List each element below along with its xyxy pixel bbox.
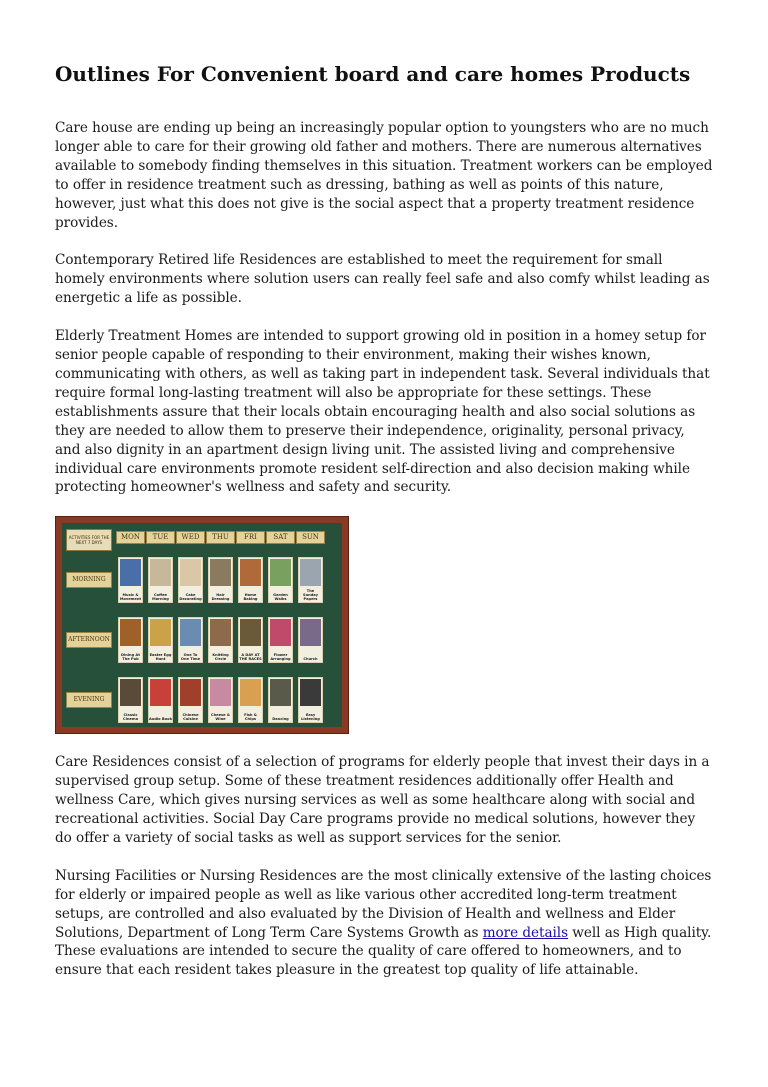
day-label-thu: THU (206, 531, 235, 544)
schedule-board (62, 523, 342, 727)
activity-photo (270, 619, 291, 646)
activity-photo (300, 679, 321, 706)
activity-photo (120, 619, 141, 646)
activity-caption: Audio Book (149, 717, 172, 722)
activity-caption: Flower Arranging (270, 652, 291, 662)
activity-caption: Fish & Chips (244, 712, 257, 722)
activity-caption: Coffee Morning (152, 592, 169, 602)
day-label-sat: SAT (266, 531, 295, 544)
activity-card (118, 557, 143, 603)
activity-photo (300, 619, 321, 646)
activity-caption: Knitting Circle (212, 652, 229, 662)
activity-caption: One To One Time (180, 652, 201, 662)
activity-photo (240, 679, 261, 706)
activity-card (268, 677, 293, 723)
day-label-wed: WED (176, 531, 205, 544)
day-label-mon: MON (116, 531, 145, 544)
activity-card (118, 677, 143, 723)
activity-caption: Church (303, 657, 318, 662)
activity-photo (210, 619, 231, 646)
day-label-tue: TUE (146, 531, 175, 544)
activity-photo (120, 679, 141, 706)
activity-card (298, 677, 323, 723)
activity-photo (150, 619, 171, 646)
activity-caption: Dining At The Pub (121, 652, 140, 662)
activity-card (148, 617, 173, 663)
activity-card (178, 557, 203, 603)
activity-photo (180, 559, 201, 586)
activity-photo (300, 559, 321, 586)
period-label-afternoon: AFTERNOON (66, 632, 112, 648)
activity-card (238, 617, 263, 663)
paragraph-5-text-start: Nursing Facilities or Nursing Residences are the most clinically extensive of the lasting choices for elderly or impaired people as well as like various other accredited long-term treatment setups, are controlled and also evaluated by the Division of Health and wellness and Elder Solutions, Department of Long Term Care Systems Growth as (55, 867, 712, 941)
activity-card (298, 557, 323, 603)
activity-photo (270, 679, 291, 706)
activity-caption: Home Baking (243, 592, 258, 602)
activity-caption: Cheese & Wine (210, 712, 231, 722)
activity-card (208, 557, 233, 603)
activity-card (268, 617, 293, 663)
paragraph-5 (55, 867, 713, 980)
period-label-evening: EVENING (66, 692, 112, 708)
board-header-label: ACTIVITIES FOR THE NEXT 7 DAYS (66, 529, 112, 551)
activity-caption: Music & Movement (119, 592, 142, 602)
activity-photo (150, 559, 171, 586)
activity-photo (180, 679, 201, 706)
day-label-fri: FRI (236, 531, 265, 544)
activity-card (208, 677, 233, 723)
activity-card (178, 617, 203, 663)
paragraph-2: Contemporary Retired life Residences are established to meet the requirement for small homely environments where solution users can really feel safe and also comfy whilst leading as energetic a life as possible. (55, 252, 710, 307)
day-label-sun: SUN (296, 531, 325, 544)
period-label-morning: MORNING (66, 572, 112, 588)
activity-card (178, 677, 203, 723)
activity-card (118, 617, 143, 663)
activity-card (238, 677, 263, 723)
activity-caption: A DAY AT THE RACES (239, 652, 262, 662)
activity-photo (210, 559, 231, 586)
activity-caption: Classic Cinema (122, 712, 139, 722)
activity-photo (240, 619, 261, 646)
activity-card (298, 617, 323, 663)
activity-card (208, 617, 233, 663)
activity-photo (270, 559, 291, 586)
paragraph-4: Care Residences consist of a selection of programs for elderly people that invest their days in a supervised group setup. Some of these treatment residences additionally offer Health and wellness Care, which gives nursing services as well as some healthcare along with social and recreational activities. Social Day Care programs provide no medical solutions, however they do offer a variety of social tasks as well as support services for the senior. (55, 754, 710, 846)
activity-caption: The Sunday Papers (303, 588, 318, 602)
more-details-link[interactable]: more details (482, 924, 569, 941)
activity-photo (120, 559, 141, 586)
activity-card (268, 557, 293, 603)
activity-card (148, 677, 173, 723)
activity-photo (210, 679, 231, 706)
paragraph-5-text-end: well as High quality. These evaluations are intended to secure the quality of care offered to homeowners, and to ensure that each resident takes pleasure in the greatest top quality of life attainable. (55, 924, 712, 979)
activity-caption: Garden Walks (273, 592, 288, 602)
paragraph-1: Care house are ending up being an increasingly popular option to youngsters who are no much longer able to care for their growing old father and mothers. There are numerous alternatives available to somebody finding themselves in this situation. Treatment workers can be employed to offer in residence treatment such as dressing, bathing as well as points of this nature, however, just what this does not give is the social aspect that a property treatment residence provides. (55, 120, 713, 231)
paragraph-3: Elderly Treatment Homes are intended to support growing old in position in a homey setup for senior people capable of responding to their environment, making their wishes known, communicating with others, as well as taking part in independent task. Several individuals that require formal long-lasting treatment will also be appropriate for these settings. These establishments assure that their locals obtain encouraging health and also social solutions as they are needed to allow them to preserve their independence, originality, personal privacy, and also dignity in an apartment design living unit. The assisted living and comprehensive individual care environments promote resident self-direction and also decision making while protecting homeowner's wellness and safety and security. (55, 328, 710, 496)
activity-photo (150, 679, 171, 706)
activity-caption: Chinese Cuisine (182, 712, 199, 722)
page-title: Outlines For Convenient board and care homes Products (55, 62, 691, 86)
activity-photo (180, 619, 201, 646)
activity-card (238, 557, 263, 603)
activity-photo (240, 559, 261, 586)
activity-caption: Hair Dressing (211, 592, 230, 602)
activity-schedule-image (55, 516, 349, 734)
activity-caption: Easy Listening (301, 712, 320, 722)
activity-caption: Dancing (272, 717, 289, 722)
activity-caption: Cake Decorating (179, 592, 202, 602)
activity-caption: Easter Egg Hunt (149, 652, 172, 662)
activity-card (148, 557, 173, 603)
